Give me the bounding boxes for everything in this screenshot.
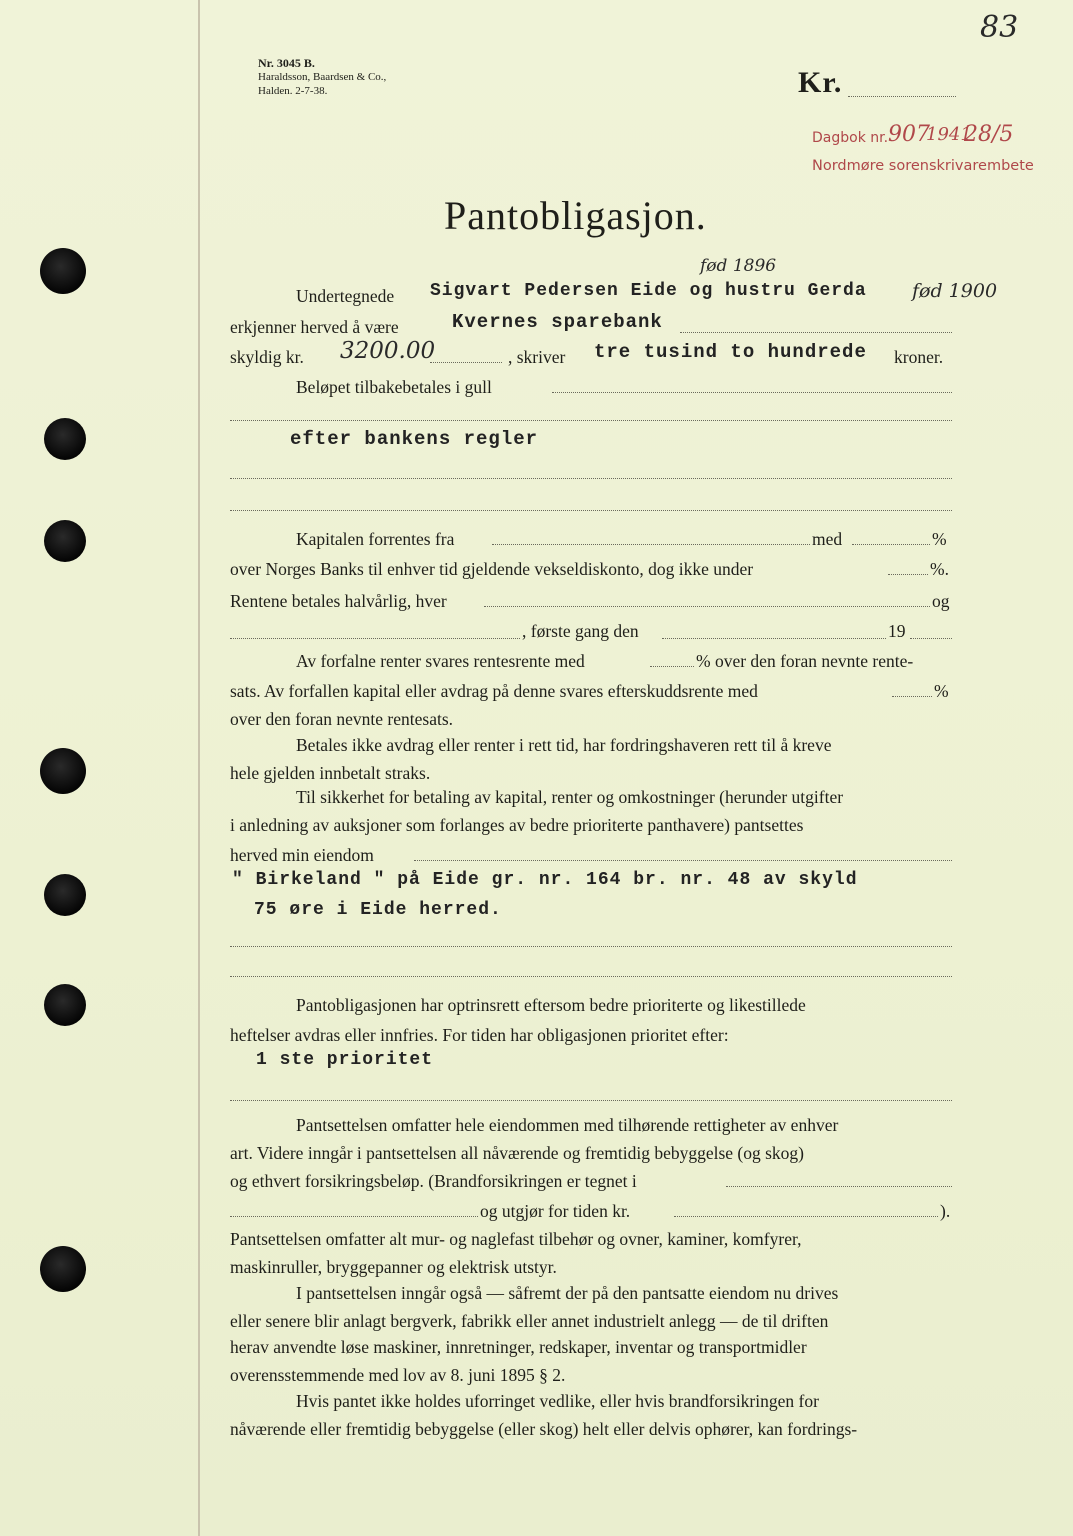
scope-p4-l1: Hvis pantet ikke holdes uforringet vedlike, eller hvis brandforsikringen for	[296, 1391, 819, 1411]
stamp-date: 28/5	[964, 122, 1014, 147]
forste-pre-line	[230, 638, 520, 639]
scope-p1-l2: art. Videre inngår i pantsettelsen all nåværende og fremtidig bebyggelse (og skog)	[230, 1143, 805, 1163]
amount-value: 3200.00	[340, 338, 436, 364]
property-line-2	[230, 976, 952, 977]
born-year-2: fød 1900	[912, 280, 998, 302]
priority-line2: heftelser avdras eller innfries. For tiden har obligasjonen prioritet efter:	[230, 1025, 729, 1045]
betales-line1: Betales ikke avdrag eller renter i rett tid, har fordringshaveren rett til å kreve	[296, 735, 832, 755]
belopet-line	[552, 392, 952, 393]
scope-p2-l1: Pantsettelsen omfatter alt mur- og naglefast tilbehør og ovner, kaminer, komfyrer,	[230, 1229, 802, 1249]
under-line	[888, 574, 928, 575]
over-norges-label: over Norges Banks til enhver tid gjeldende vekseldiskonto, dog ikke under	[230, 559, 754, 579]
journal-stamp	[812, 130, 888, 146]
skriver-label: , skriver	[508, 347, 566, 367]
scope-p1-l3: og ethvert forsikringsbeløp. (Brandforsikringen er tegnet i	[230, 1171, 637, 1191]
security-line3: herved min eiendom	[230, 845, 374, 865]
priority-line1: Pantobligasjonen har optrinsrett eftersom bedre prioriterte og likestillede	[296, 995, 806, 1015]
repayment-terms: efter bankens regler	[290, 428, 539, 450]
amount-words: tre tusind to hundrede	[594, 341, 867, 363]
creditor-name: Kvernes sparebank	[452, 311, 663, 333]
form-number: Nr. 3045 B.	[258, 56, 315, 70]
publisher: Haraldsson, Baardsen & Co.,	[258, 71, 387, 83]
brandforsikring-line	[726, 1186, 952, 1187]
av-forfalne-label: Av forfalne renter svares rentesrente med	[296, 651, 585, 671]
property-line-1	[230, 946, 952, 947]
scope-p1-l4: og utgjør for tiden kr.	[480, 1201, 631, 1221]
over-den-label: % over den foran nevnte rente-	[696, 651, 914, 671]
punch-hole-5	[44, 874, 86, 916]
debtor-names: Sigvart Pedersen Eide og hustru Gerda	[430, 281, 867, 301]
security-line1: Til sikkerhet for betaling av kapital, renter og omkostninger (herunder utgifter	[296, 787, 844, 807]
forste-line	[662, 638, 886, 639]
office-name: Nordmøre sorenskrivarembete	[812, 158, 1034, 174]
stamp-year: 1941	[926, 124, 972, 145]
scope-p3-l1: I pantsettelsen inngår også — såfremt der på den pantsatte eiendom nu drives	[296, 1283, 839, 1303]
scope-p3-l2: eller senere blir anlagt bergverk, fabrikk eller annet industrielt anlegg — de til driften	[230, 1311, 829, 1331]
av-forfalne-line	[650, 666, 694, 667]
sats-label: sats. Av forfallen kapital eller avdrag på denne svares efterskuddsrente med	[230, 681, 758, 701]
page-number: 83	[980, 10, 1019, 45]
kapitalen-line	[492, 544, 810, 545]
belopet-label: Beløpet tilbakebetales i gull	[296, 377, 492, 397]
dagbok-label: Dagbok nr.	[812, 130, 889, 146]
pct-label: %	[932, 529, 947, 549]
scope-p3-l4: overensstemmende med lov av 8. juni 1895 § 2.	[230, 1365, 566, 1385]
place-date: Halden. 2-7-38.	[258, 85, 328, 97]
priority-value: 1 ste prioritet	[256, 1050, 434, 1070]
margin-line	[198, 0, 200, 1536]
year19-label: 19	[888, 621, 906, 641]
skyldig-label: skyldig kr.	[230, 347, 304, 367]
undertegnede-label: Undertegnede	[296, 286, 395, 306]
amount-line	[430, 362, 502, 363]
forste-label: , første gang den	[522, 621, 639, 641]
blank-line-2	[230, 478, 952, 479]
punch-hole-2	[44, 418, 86, 460]
blank-line-1	[230, 420, 952, 421]
pct2-label: %.	[930, 559, 949, 579]
sats-line	[892, 696, 932, 697]
scope-p3-l3: herav anvendte løse maskiner, innretninger, redskaper, inventar og transportmidler	[230, 1337, 807, 1357]
security-line2: i anledning av auksjoner som forlanges av bedre prioriterte panthavere) pantsettes	[230, 815, 804, 835]
punch-hole-6	[44, 984, 86, 1026]
currency-label: Kr.	[798, 66, 843, 99]
document-title: Pantobligasjon.	[444, 193, 707, 238]
med-line	[852, 544, 930, 545]
og-label: og	[932, 591, 950, 611]
rentene-label: Rentene betales halvårlig, hver	[230, 591, 447, 611]
scope-p2-l2: maskinruller, bryggepanner og elektrisk utstyr.	[230, 1257, 557, 1277]
property-description-1: " Birkeland " på Eide gr. nr. 164 br. nr. 48 av skyld	[232, 870, 858, 890]
kapitalen-label: Kapitalen forrentes fra	[296, 529, 455, 549]
erkjenner-label: erkjenner herved å være	[230, 317, 399, 337]
over-den2-label: over den foran nevnte rentesats.	[230, 709, 454, 729]
scope-p4-l2: nåværende eller fremtidig bebyggelse (eller skog) helt eller delvis ophører, kan fordrings-	[230, 1419, 858, 1439]
punch-hole-7	[40, 1246, 86, 1292]
punch-hole-4	[40, 748, 86, 794]
born-year-1: fød 1896	[700, 256, 777, 276]
punch-hole-1	[40, 248, 86, 294]
betales-line2: hele gjelden innbetalt straks.	[230, 763, 431, 783]
punch-hole-3	[44, 520, 86, 562]
printer-info	[258, 56, 386, 98]
currency-line	[848, 96, 956, 97]
med-label: med	[812, 529, 843, 549]
utgjor-line	[674, 1216, 938, 1217]
rentene-line	[484, 606, 930, 607]
scope-p1-l1: Pantsettelsen omfatter hele eiendommen med tilhørende rettigheter av enhver	[296, 1115, 839, 1135]
kroner-label: kroner.	[894, 347, 944, 367]
dagbok-number: 907	[888, 122, 930, 147]
scope-p1-end: ).	[940, 1201, 951, 1221]
property-description-2: 75 øre i Eide herred.	[254, 900, 502, 920]
eiendom-line	[414, 860, 952, 861]
year19-line	[910, 638, 952, 639]
blank-line-3	[230, 510, 952, 511]
utgjor-pre-line	[230, 1216, 478, 1217]
priority-line-blank	[230, 1100, 952, 1101]
creditor-line	[680, 332, 952, 333]
pct3-label: %	[934, 681, 949, 701]
